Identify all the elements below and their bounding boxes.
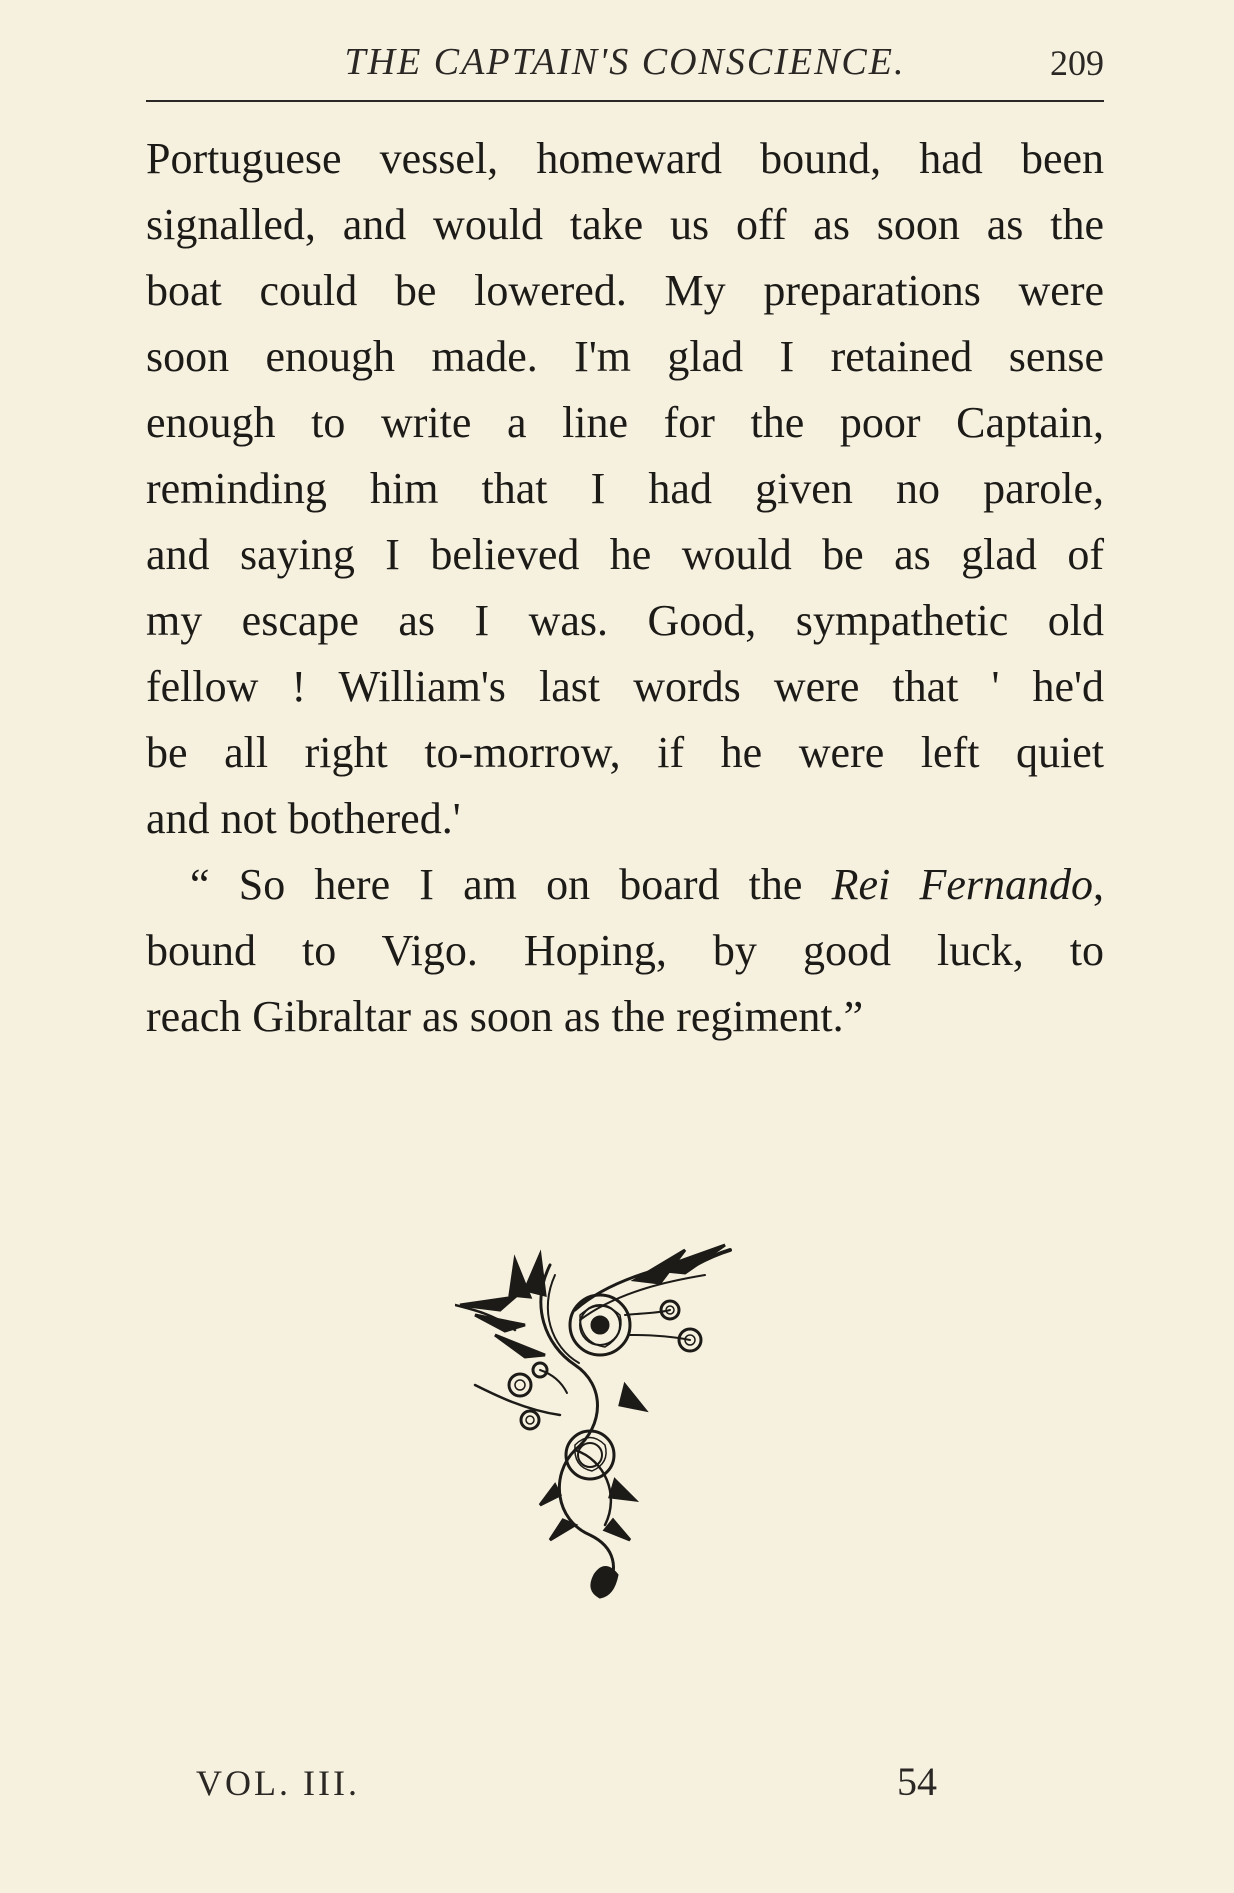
text-line-paragraph-start bbox=[146, 852, 1104, 918]
text-line: Portuguese vessel, homeward bound, had been bbox=[146, 134, 1104, 183]
running-title: THE CAPTAIN'S CONSCIENCE. bbox=[344, 41, 906, 83]
floral-tailpiece-icon bbox=[455, 1235, 785, 1605]
gathering-number: 54 bbox=[897, 1759, 937, 1804]
running-head bbox=[146, 40, 1104, 90]
text-line: signalled, and would take us off as soon as the bbox=[146, 200, 1104, 249]
text-run: “ So here I am on board the bbox=[190, 860, 832, 909]
ship-name: Rei Fernando bbox=[831, 860, 1093, 909]
header-rule bbox=[146, 100, 1104, 102]
text-line: enough to write a line for the poor Captain, bbox=[146, 398, 1104, 447]
text-line: and not bothered.' bbox=[146, 794, 461, 843]
text-run: , bbox=[1092, 860, 1104, 909]
text-line: be all right to-morrow, if he were left quiet bbox=[146, 728, 1104, 777]
body-text bbox=[146, 126, 1104, 1050]
text-line: my escape as I was. Good, sympathetic old bbox=[146, 596, 1104, 645]
text-line: fellow ! William's last words were that ' he'd bbox=[146, 662, 1104, 711]
signature-mark: VOL. III. bbox=[196, 1763, 360, 1803]
text-line: bound to Vigo. Hoping, by good luck, to bbox=[146, 926, 1104, 975]
text-line: boat could be lowered. My preparations were bbox=[146, 266, 1104, 315]
text-line: and saying I believed he would be as glad of bbox=[146, 530, 1104, 579]
text-line: reminding him that I had given no parole, bbox=[146, 464, 1104, 513]
page-number: 209 bbox=[1050, 43, 1104, 83]
text-line: reach Gibraltar as soon as the regiment.” bbox=[146, 992, 864, 1041]
text-line: soon enough made. I'm glad I retained sense bbox=[146, 332, 1104, 381]
